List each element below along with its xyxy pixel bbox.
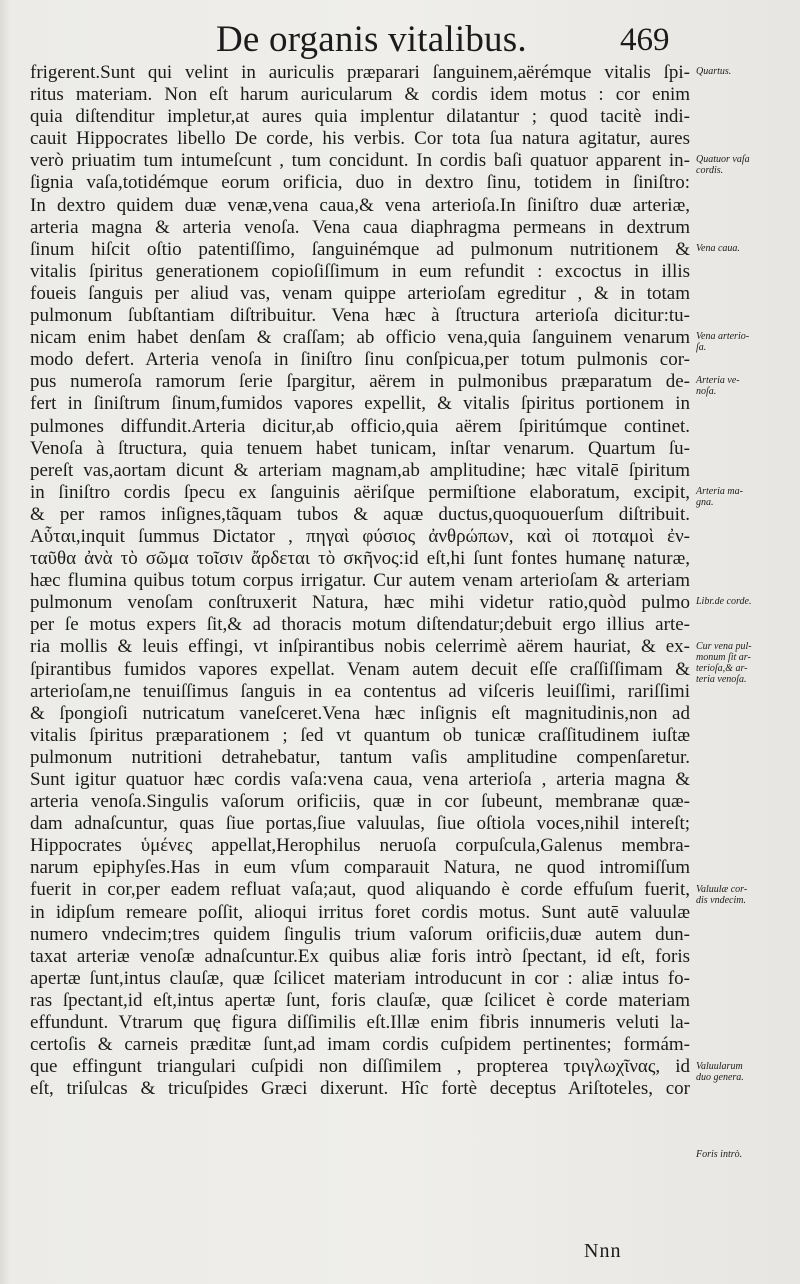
text-line	[30, 548, 690, 570]
text-line	[30, 1034, 690, 1056]
text-line-content: hæc flumina quibus totum corpus irrigatur. Cur autem venam arterioſam & arteriam	[30, 570, 690, 592]
text-line	[30, 305, 690, 327]
text-line-content: fert in ſiniſtrum ſinum,fumidos vapores expellit, & vitalis ſpiritus portionem in	[30, 393, 690, 415]
text-line	[30, 195, 690, 217]
text-line	[30, 570, 690, 592]
text-line-content: vitalis ſpiritus generationem copioſiſſimum in eum refundit : excoctus in illis	[30, 260, 690, 282]
text-line	[30, 857, 690, 879]
text-line-content: ritus materiam. Non eſt harum auricularum & cordis idem motus : cor enim	[30, 84, 690, 106]
margin-note: Vena arterio- ſa.	[696, 331, 750, 354]
text-line-content: ταῦθα ἀνὰ τὸ σῶμα τοῖσιν ἄρδεται τὸ σκῆνος:id eſt,hi ſunt fontes humanę naturæ,	[30, 548, 690, 570]
text-line	[30, 106, 690, 128]
text-line-content: pulmonum nutritioni detrahebatur, tantum vaſis amplitudine compenſaretur.	[30, 746, 690, 768]
text-line	[30, 725, 690, 747]
text-line-content: ſignia vaſa,totidémque eorum orificia, duo in dextro ſinu, totidem in ſiniſtro:	[30, 172, 690, 194]
text-line-content: arteria venoſa.Singulis vaſorum orificiis, quæ in cor ſubeunt, membranæ quæ-	[30, 791, 690, 813]
margin-note: Arteria ma- gna.	[696, 485, 743, 508]
text-line-content: pulmonum venoſam conſtruxerit Natura, hæc mihi videtur ratio,quòd pulmo	[30, 592, 690, 614]
text-line	[30, 1012, 690, 1034]
text-line-content: modo defert. Arteria venoſa in ſiniſtro ſinu conſpicua,per totum pulmonis cor-	[30, 349, 690, 371]
text-line	[30, 128, 690, 150]
margin-note: Cur vena pul- monum ſit ar- terioſa,& ar- teria venoſa.	[696, 640, 752, 685]
text-line	[30, 902, 690, 924]
text-line-content: ras ſpectant,id eſt,intus apertæ ſunt, foris clauſæ, quæ ſcilicet è corde materiam	[30, 989, 690, 1011]
text-line	[30, 990, 690, 1012]
text-line-content: pereſt vas,aortam dicunt & arteriam magnam,ab amplitudine; hæc vitalē ſpiritum	[30, 459, 690, 481]
text-line	[30, 172, 690, 194]
text-line	[30, 393, 690, 415]
text-line	[30, 349, 690, 371]
text-line	[30, 504, 690, 526]
text-line-content: fuerit in cor,per eadem refluat vaſa;aut, quod aliquando è corde effuſum fuerit,	[30, 879, 690, 901]
margin-note: Quartus.	[696, 66, 732, 77]
text-line-content: que effingunt triangulari cuſpidi non diſſimilem , propterea τριγλωχῖνας, id	[30, 1056, 690, 1078]
text-line	[30, 283, 690, 305]
text-line-content: arteria magna & arteria venoſa. Vena caua diaphragma permeans in dextrum	[30, 216, 690, 238]
text-line-content: ria mollis & leuis effingi, vt inſpirantibus nobis celerrimè aërem hauriat, & ex-	[30, 636, 690, 658]
text-line	[30, 460, 690, 482]
text-line-content: narum epiphyſes.Has in eum vſum comparauit Natura, ne quod intromiſſum	[30, 857, 690, 879]
text-line-content: in ſiniſtro cordis ſpecu ex ſanguinis aëriſque permiſtione elaboratum, excipit,	[30, 481, 690, 503]
text-line	[30, 526, 690, 548]
text-line	[30, 416, 690, 438]
text-line	[30, 747, 690, 769]
page-header	[0, 14, 800, 66]
text-line-content: In dextro quidem duæ venæ,vena caua,& vena arterioſa.In ſiniſtro duæ arteriæ,	[30, 194, 690, 216]
text-line	[30, 239, 690, 261]
text-line	[30, 769, 690, 791]
text-line-content: Hippocrates ὑμένες appellat,Herophilus neruoſa corpuſcula,Galenus membra-	[30, 835, 690, 857]
text-line	[30, 592, 690, 614]
text-line	[30, 327, 690, 349]
text-line	[30, 614, 690, 636]
text-line	[30, 703, 690, 725]
text-line	[30, 217, 690, 239]
text-line	[30, 813, 690, 835]
text-line	[30, 681, 690, 703]
text-line-content: numero vndecim;tres quidem ſingulis trium vaſorum orificiis,duæ autem dun-	[30, 923, 690, 945]
margin-note: Valuularum duo genera.	[696, 1060, 744, 1083]
text-line-content: Venoſa à ſtructura, quia tenuem habet tunicam, inſtar venarum. Quartum ſu-	[30, 437, 690, 459]
text-line	[30, 835, 690, 857]
text-line-content: apertæ ſunt,intus clauſæ, quæ ſcilicet materiam introducunt in cor : aliæ intus fo-	[30, 967, 690, 989]
text-line	[30, 84, 690, 106]
text-line	[30, 659, 690, 681]
text-line-content: dam adnaſcuntur, quas ſiue portas,ſiue valuulas, ſiue oſtiola voces,nihil intereſt;	[30, 813, 690, 835]
text-line	[30, 1056, 690, 1078]
margin-note: Quatuor vaſa cordis.	[696, 154, 750, 177]
text-line-content: & ſpongioſi nutricatum vaneſceret.Vena hæc inſignis eſt magnitudinis,non ad	[30, 702, 690, 724]
text-line-content: cauit Hippocrates libello De corde, his verbis. Cor tota ſua natura agitatur, aures	[30, 128, 690, 150]
text-line-content: pulmonum ſubſtantiam diſtribuitur. Vena hæc à ſtructura arterioſa dicitur:tu-	[30, 305, 690, 327]
text-line	[30, 261, 690, 283]
text-line-content: taxat arteriæ venoſæ adnaſcuntur.Ex quibus aliæ foris intrò ſpectant, id eſt, foris	[30, 945, 690, 967]
folio-number: 469	[620, 22, 670, 58]
margin-note: Vena caua.	[696, 242, 740, 254]
text-line-content: pulmones diffundit.Arteria dicitur,ab officio,quia aërem ſpiritúmque continet.	[30, 415, 690, 437]
text-line-content: Sunt igitur quatuor hæc cordis vaſa:vena caua, vena arterioſa , arteria magna &	[30, 769, 690, 790]
text-line-content: Αὗται,inquit ſummus Dictator , πηγαὶ φύσιος ἀνθρώπων, καὶ οἱ ποταμοὶ ἐν-	[30, 525, 690, 547]
text-line-content: effundunt. Vtrarum quę figura diſſimilis eſt.Illæ enim fibris innumeris veluti la-	[30, 1012, 690, 1034]
text-line	[30, 968, 690, 990]
margin-note: Arteria ve- noſa.	[696, 375, 740, 398]
text-line-content: eſt, triſulcas & tricuſpides Græci dixerunt. Hîc fortè deceptus Ariſtoteles, cor	[30, 1078, 690, 1100]
text-line-content: & per ramos inſignes,tãquam tubos & aquæ ductus,quoquouerſum diſtribuit.	[30, 503, 690, 525]
catchword: Nnn	[584, 1240, 622, 1262]
text-line	[30, 791, 690, 813]
text-line-content: frigerent.Sunt qui velint in auriculis præparari ſanguinem,aërémque vitalis ſpi-	[30, 62, 690, 83]
text-line	[30, 946, 690, 968]
text-line-content: ſinum hiſcit oſtio patentiſſimo, ſanguinémque ad pulmonum nutritionem &	[30, 238, 690, 260]
text-line	[30, 636, 690, 658]
main-text-block	[30, 62, 690, 1100]
text-line-content: arterioſam,ne tenuiſſimus ſanguis in ea contentus ad viſceris leuiſſimi, rariſſimi	[30, 680, 690, 702]
text-line	[30, 1078, 690, 1100]
text-line-content: vitalis ſpiritus præparationem ; ſed vt quantum ob tunicæ craſſitudinem iuſtæ	[30, 724, 690, 746]
text-line	[30, 924, 690, 946]
running-title: De organis vitalibus.	[216, 19, 527, 60]
text-line-content: ſpirantibus fumidos vapores expellat. Venam autem decuit eſſe craſſiſſimam &	[30, 658, 690, 680]
text-line-content: per ſe motus expers ſit,& ad thoracis motum diſtendatur;debuit ergo illius arte-	[30, 614, 690, 636]
text-line-content: pus numeroſa ramorum ſerie ſpargitur, aërem in pulmonibus præparatum de-	[30, 371, 690, 393]
text-line-content: verò priuatim tum intumeſcunt , tum concidunt. In cordis baſi quatuor apparent in-	[30, 150, 690, 172]
text-line	[30, 482, 690, 504]
text-line	[30, 371, 690, 393]
text-line-content: nicam enim habet denſam & craſſam; ab officio vena,quia ſanguinem venarum	[30, 327, 690, 349]
margin-note: Libr.de corde.	[696, 596, 752, 608]
text-line-content: foueis ſanguis per aliud vas, venam quippe arterioſam egreditur , & in totam	[30, 282, 690, 304]
text-line-content: quia diſtenditur impletur,at aures quia implentur dilatantur ; quod tacitè indi-	[30, 106, 690, 128]
text-line	[30, 438, 690, 460]
text-line-content: in idipſum remeare poſſit, alioqui irritus foret cordis motus. Sunt autē valuulæ	[30, 901, 690, 923]
margin-note: Foris intrò.	[696, 1148, 743, 1160]
text-line	[30, 879, 690, 901]
text-line-content: certoſis & carneis præditæ ſunt,ad imam cordis cuſpidem pertinentes; formám-	[30, 1034, 690, 1056]
text-line	[30, 62, 690, 84]
margin-note: Valuulæ cor- dis vndecim.	[696, 883, 748, 906]
text-line	[30, 150, 690, 172]
